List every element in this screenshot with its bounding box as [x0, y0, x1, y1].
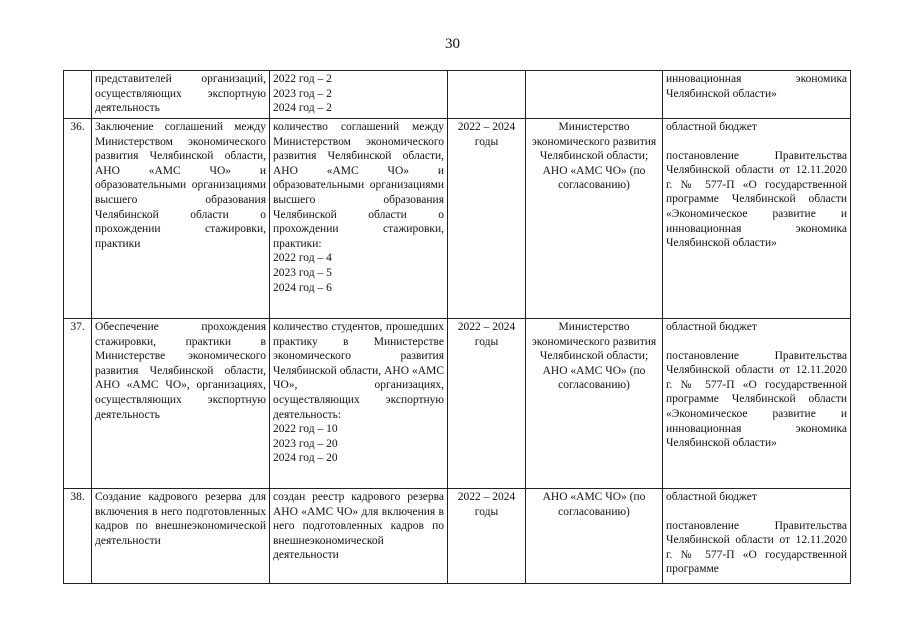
page-number: 30: [445, 36, 460, 52]
indicator-description: создан реестр кадрового резерва АНО «АМС ЧО» для включения в него подготовленных кадров по внешнеэкономической деятельности: [273, 491, 444, 562]
indicator-year-value: 2024 год – 20: [273, 452, 338, 465]
row-number: 38.: [64, 489, 92, 584]
source-basis: постановление Правительства Челябинской области от 12.11.2020 г. № 577-П «О государственной программе Челябинской области «Экономическое развитие и инновационная экономика Челябинской области»: [666, 349, 847, 450]
period-cell: [448, 71, 526, 119]
indicator-year-value: 2023 год – 5: [273, 266, 332, 279]
table-row: [64, 119, 851, 319]
source-cell: [663, 71, 851, 119]
spacer: [666, 335, 847, 349]
event-cell: представителей организаций, осуществляющих экспортную деятельность: [92, 71, 270, 119]
plan-table: [63, 70, 851, 584]
indicator-year-value: 2024 год – 6: [273, 281, 332, 294]
spacer: [666, 135, 847, 149]
executors-cell: Министерство экономического развития Челябинской области; АНО «АМС ЧО» (по согласованию): [526, 319, 663, 489]
indicator-cell: [270, 119, 448, 319]
event-cell: Обеспечение прохождения стажировки, практики в Министерстве экономического развития Челябинской области, АНО «АМС ЧО», организациях, осуществляющих экспортную деятельность: [92, 319, 270, 489]
source-cell: [663, 319, 851, 489]
table-row: [64, 71, 851, 119]
indicator-cell: [270, 71, 448, 119]
event-cell: Заключение соглашений между Министерством экономического развития Челябинской области, АНО «АМС ЧО» и образовательными организациями высшего образования Челябинской области о прохождении стажировки, практики: [92, 119, 270, 319]
spacer: [666, 505, 847, 519]
row-number: 37.: [64, 319, 92, 489]
indicator-cell: [270, 489, 448, 584]
executors-cell: Министерство экономического развития Челябинской области; АНО «АМС ЧО» (по согласованию): [526, 119, 663, 319]
executors-cell: АНО «АМС ЧО» (по согласованию): [526, 489, 663, 584]
period-cell: 2022 – 2024 годы: [448, 119, 526, 319]
indicator-year-value: 2022 год – 4: [273, 252, 332, 265]
indicator-description: количество студентов, прошедших практику в Министерстве экономического развития Челябинской области, АНО «АМС ЧО», организациях, осуществляющих экспортную деятельность:: [273, 321, 444, 421]
indicator-year-value: 2024 год – 2: [273, 102, 332, 115]
event-cell: Создание кадрового резерва для включения в него подготовленных кадров по внешнеэкономической деятельности: [92, 489, 270, 584]
source-basis: инновационная экономика Челябинской области»: [666, 73, 847, 100]
table-row: [64, 489, 851, 584]
row-number: [64, 71, 92, 119]
period-cell: 2022 – 2024 годы: [448, 489, 526, 584]
indicator-year-value: 2023 год – 2: [273, 87, 332, 100]
indicator-cell: [270, 319, 448, 489]
indicator-year-value: 2022 год – 2: [273, 73, 332, 85]
source-budget: областной бюджет: [666, 321, 757, 333]
source-cell: [663, 489, 851, 584]
source-basis: постановление Правительства Челябинской области от 12.11.2020 г. № 577-П «О государственной программе Челябинской области «Экономическое развитие и инновационная экономика Челябинской области»: [666, 149, 847, 250]
indicator-year-value: 2022 год – 10: [273, 423, 338, 436]
indicator-description: количество соглашений между Министерством экономического развития Челябинской области, АНО «АМС ЧО» и образовательными организациями высшего образования Челябинской области о прохождении стажировки, практики:: [273, 121, 444, 250]
row-number: 36.: [64, 119, 92, 319]
period-cell: 2022 – 2024 годы: [448, 319, 526, 489]
indicator-year-value: 2023 год – 20: [273, 437, 338, 450]
source-budget: областной бюджет: [666, 491, 757, 503]
table-row: [64, 319, 851, 489]
executors-cell: [526, 71, 663, 119]
source-basis: постановление Правительства Челябинской области от 12.11.2020 г. № 577-П «О государственной программе: [666, 519, 847, 576]
source-budget: областной бюджет: [666, 121, 757, 133]
source-cell: [663, 119, 851, 319]
